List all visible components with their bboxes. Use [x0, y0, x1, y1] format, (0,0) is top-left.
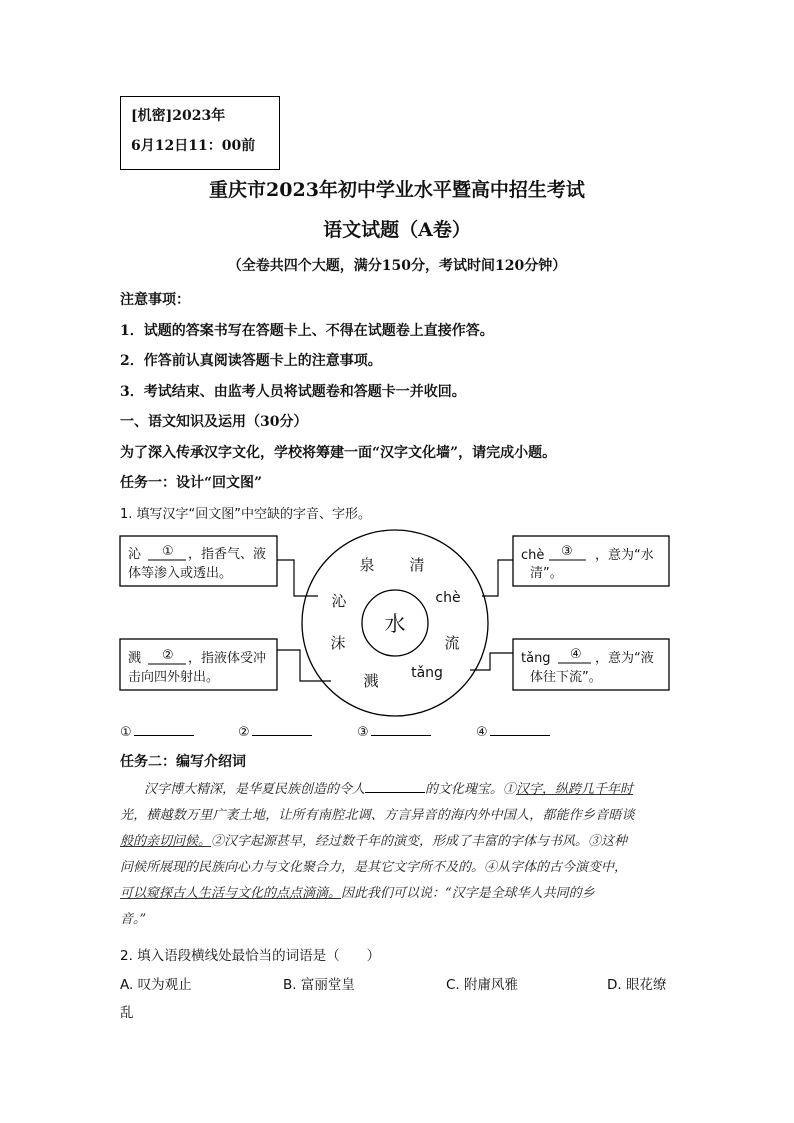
ring-char: 溅: [363, 672, 379, 690]
ring-char: 沫: [330, 634, 346, 652]
ring-pinyin: tǎng: [411, 665, 443, 681]
blank-label: ①: [162, 544, 174, 559]
notice-item: 1．试题的答案书写在答题卡上、不得在试题卷上直接作答。: [120, 323, 494, 339]
answer-label: ③: [357, 725, 369, 740]
connector-top-left: [277, 560, 318, 596]
ring-pinyin: chè: [435, 590, 461, 606]
passage-line-1: [144, 777, 684, 803]
passage-line-2: 光，横越数万里广袤土地，让所有南腔北调、方言异音的海内外中国人，都能作乡音晤谈: [120, 808, 635, 823]
ring-char: 流: [444, 634, 460, 652]
confidential-line-2: 6月12日11：00前: [131, 138, 256, 154]
confidential-box: [120, 96, 280, 170]
passage-text: ②汉字起源甚早，经过数千年的演变，形成了丰富的字体与书风。③这种: [211, 834, 628, 849]
ring-char: 沁: [331, 592, 347, 610]
section-intro: 为了深入传承汉字文化，学校将筹建一面“汉字文化墙”，请完成小题。: [120, 445, 557, 461]
passage-sentence-1-end: 般的亲切问候。: [120, 834, 212, 849]
answer-label: ④: [476, 725, 488, 740]
passage-sentence-1: 汉字，纵跨几千年时: [516, 782, 634, 797]
box-text: ，指香气、液: [188, 547, 267, 562]
option-a[interactable]: A. 叹为观止: [120, 977, 192, 993]
answer-underline: [371, 723, 431, 736]
passage-line-4: 问候所展现的民族向心力与文化聚合力，是其它文字所不及的。④从字体的古今演变中，: [120, 860, 628, 875]
option-c[interactable]: C. 附庸风雅: [446, 977, 519, 993]
notices-heading: 注意事项：: [120, 292, 190, 308]
passage-text: 的文化瑰宝。①: [425, 782, 517, 797]
ring-char: 泉: [359, 556, 375, 574]
answer-blank-1[interactable]: [120, 723, 194, 740]
notice-item: 2．作答前认真阅读答题卡上的注意事项。: [120, 353, 382, 369]
box-text: tǎng: [521, 651, 551, 666]
passage-sentence-4: 可以窥探古人生活与文化的点点滴滴。: [120, 886, 342, 901]
answer-underline: [490, 723, 550, 736]
connector-top-right: [482, 560, 513, 596]
exam-title: 重庆市2023年初中学业水平暨高中招生考试: [209, 179, 585, 201]
passage-blank[interactable]: [365, 780, 425, 793]
ring-char: 清: [409, 556, 425, 574]
question-1-stem: 1. 填写汉字“回文图”中空缺的字音、字形。: [120, 507, 372, 522]
box-text: 击向四外射出。: [128, 670, 220, 685]
box-text: ，意为“水: [595, 548, 654, 563]
option-b[interactable]: B. 富丽堂皇: [283, 977, 355, 993]
answer-blank-3[interactable]: [357, 723, 431, 740]
box-text: 体等渗入或透出。: [128, 566, 233, 581]
box-text: 溅: [128, 651, 142, 666]
answer-underline: [252, 723, 312, 736]
notice-item: 3．考试结束、由监考人员将试题卷和答题卡一并收回。: [120, 384, 466, 400]
box-text: ，指液体受冲: [188, 651, 267, 666]
option-d-continued: 乱: [120, 1005, 134, 1021]
blank-label: ③: [561, 544, 573, 559]
blank-label: ②: [162, 648, 174, 663]
box-text: chè: [521, 548, 545, 563]
answer-label: ②: [238, 725, 250, 740]
passage-line-5: [120, 881, 680, 907]
confidential-line-1: [机密]2023年: [131, 108, 226, 124]
passage-text: 因此我们可以说：“汉字是全球华人共同的乡: [341, 886, 595, 901]
exam-note: （全卷共四个大题，满分150分，考试时间120分钟）: [227, 258, 567, 274]
section-heading: 一、语文知识及运用（30分）: [120, 414, 308, 430]
connector-bottom-left: [277, 650, 331, 681]
passage-text: 汉字博大精深，是华夏民族创造的令人: [144, 782, 366, 797]
passage-line-6: 音。”: [120, 912, 147, 927]
passage-line-3: [120, 829, 680, 855]
task-two-heading: 任务二：编写介绍词: [120, 754, 246, 770]
answer-blank-2[interactable]: [238, 723, 312, 740]
task-one-heading: 任务一：设计“回文图”: [120, 475, 263, 491]
box-text: 沁: [128, 547, 142, 562]
option-d[interactable]: D. 眼花缭: [607, 977, 667, 993]
box-text: ，意为“液: [595, 651, 654, 666]
palindrome-diagram: [118, 528, 674, 720]
box-text: 体往下流”。: [530, 670, 602, 685]
box-text: 清”。: [530, 566, 563, 581]
blank-label: ④: [570, 647, 582, 662]
answer-blank-4[interactable]: [476, 723, 550, 740]
question-2-stem: 2. 填入语段横线处最恰当的词语是（ ）: [120, 948, 381, 964]
answer-label: ①: [120, 725, 132, 740]
center-char: 水: [384, 612, 406, 636]
answer-underline: [134, 723, 194, 736]
exam-subtitle: 语文试题（A卷）: [323, 219, 471, 241]
